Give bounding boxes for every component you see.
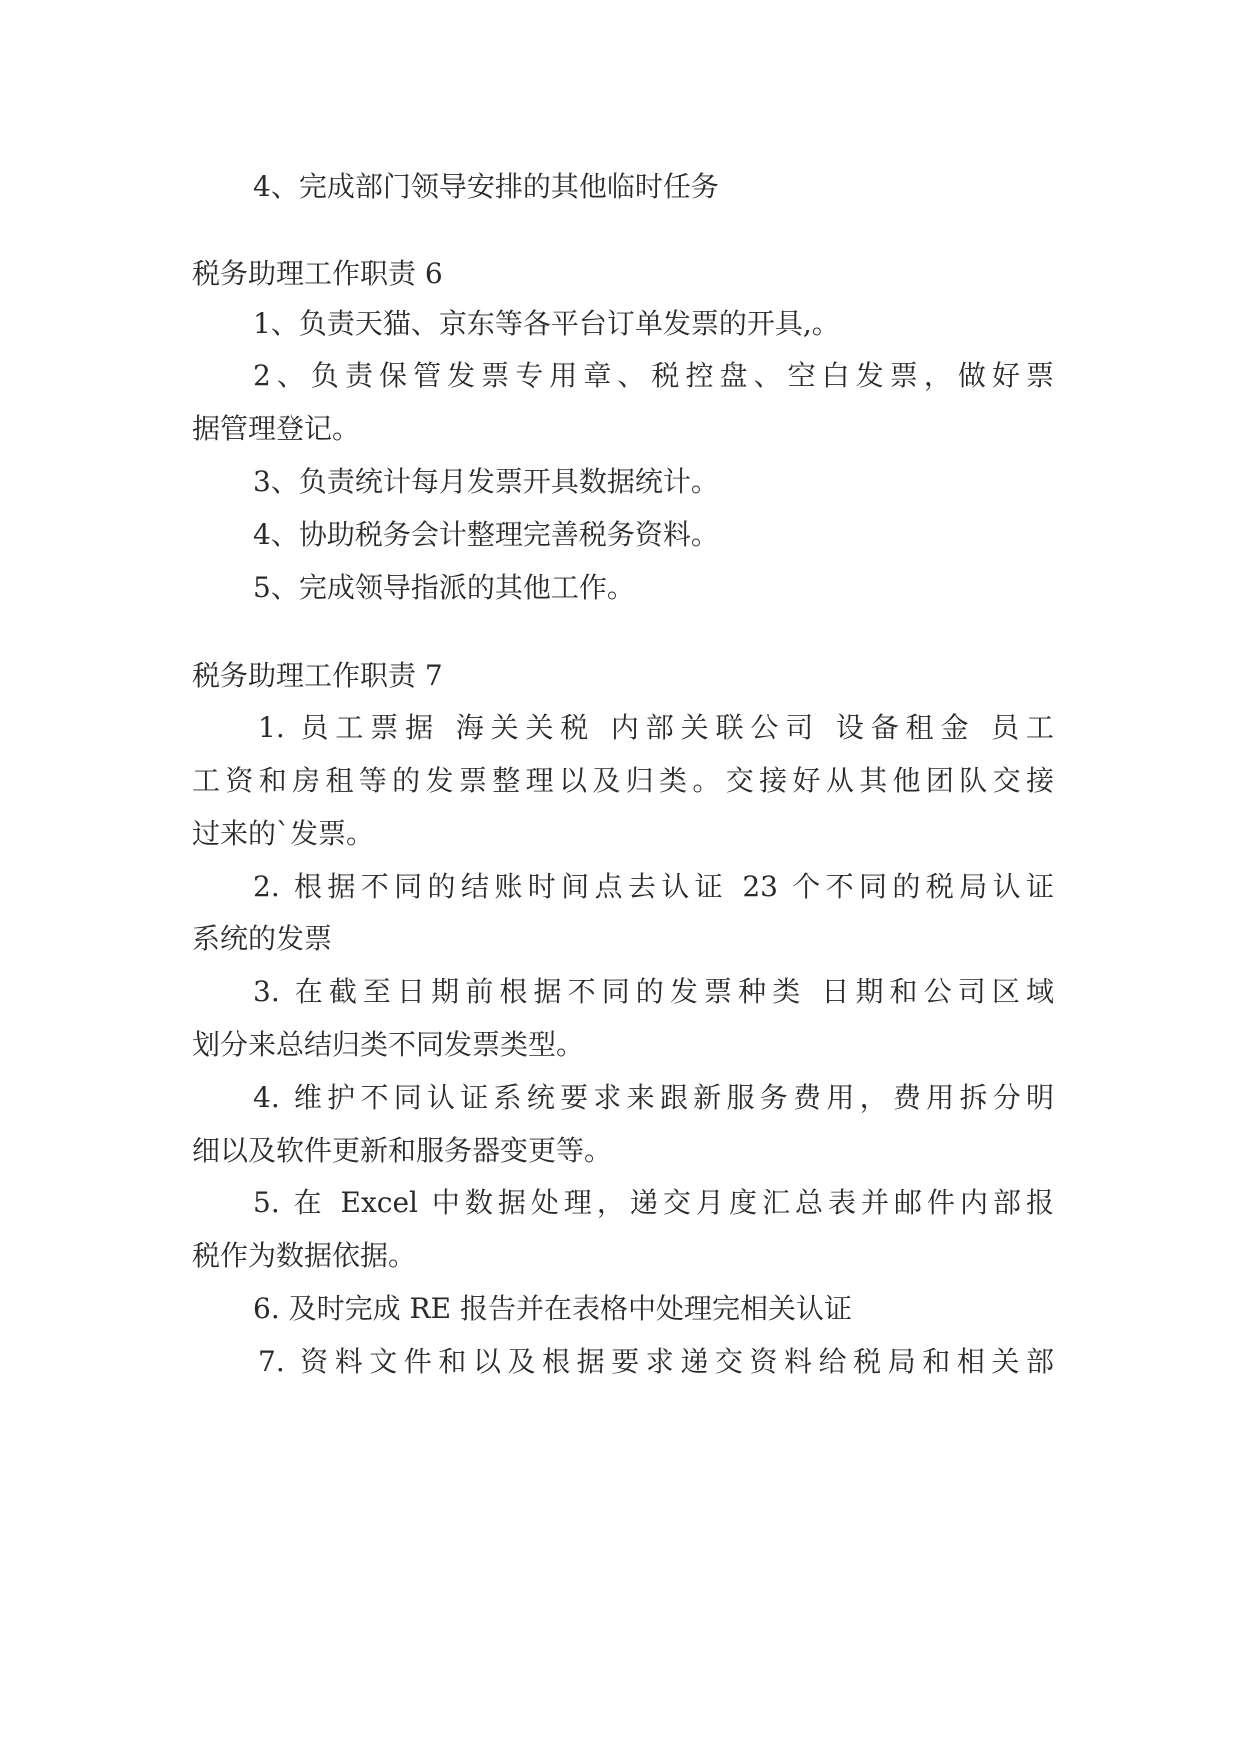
list-item-text: 5. 在 Excel 中数据处理，递交月度汇总表并邮件内部报 [253, 1186, 1054, 1219]
list-item [253, 1078, 1054, 1118]
list-item [258, 708, 1054, 748]
list-item-text: 7. 资料文件和以及根据要求递交资料给税局和相关部 [258, 1345, 1054, 1378]
list-item-continuation: 细以及软件更新和服务器变更等。 [192, 1134, 613, 1167]
list-item-text: 2. 根据不同的结账时间点去认证 23 个不同的税局认证 [253, 870, 1054, 903]
list-item [253, 1183, 1054, 1223]
list-item-text: 1. 员工票据 海关关税 内部关联公司 设备租金 员工 [258, 711, 1054, 744]
section-heading: 税务助理工作职责 6 [192, 257, 443, 290]
list-item: 3、负责统计每月发票开具数据统计。 [253, 465, 719, 498]
list-item-continuation: 系统的发票 [192, 922, 333, 955]
list-item [253, 867, 1054, 907]
list-item: 4、协助税务会计整理完善税务资料。 [253, 518, 719, 551]
list-item-continuation: 划分来总结归类不同发票类型。 [192, 1028, 585, 1061]
list-item-text: 4. 维护不同认证系统要求来跟新服务费用，费用拆分明 [253, 1081, 1054, 1114]
list-item [253, 356, 1054, 396]
list-item: 6. 及时完成 RE 报告并在表格中处理完相关认证 [253, 1292, 852, 1325]
list-item: 1、负责天猫、京东等各平台订单发票的开具,。 [253, 307, 840, 340]
list-item: 5、完成领导指派的其他工作。 [253, 571, 635, 604]
list-item-continuation: 过来的`发票。 [192, 817, 375, 850]
list-item-text: 3. 在截至日期前根据不同的发票种类 日期和公司区域 [253, 975, 1054, 1008]
list-item-text: 2、负责保管发票专用章、税控盘、空白发票，做好票 [253, 359, 1054, 392]
list-item [253, 972, 1054, 1012]
list-item-continuation: 税作为数据依据。 [192, 1239, 417, 1272]
list-item [258, 1342, 1054, 1382]
list-item-text: 工资和房租等的发票整理以及归类。交接好从其他团队交接 [192, 764, 1054, 797]
section-heading: 税务助理工作职责 7 [192, 659, 443, 692]
list-item-continuation: 据管理登记。 [192, 412, 361, 445]
list-item: 4、完成部门领导安排的其他临时任务 [253, 170, 719, 203]
list-item-continuation [192, 761, 1054, 801]
